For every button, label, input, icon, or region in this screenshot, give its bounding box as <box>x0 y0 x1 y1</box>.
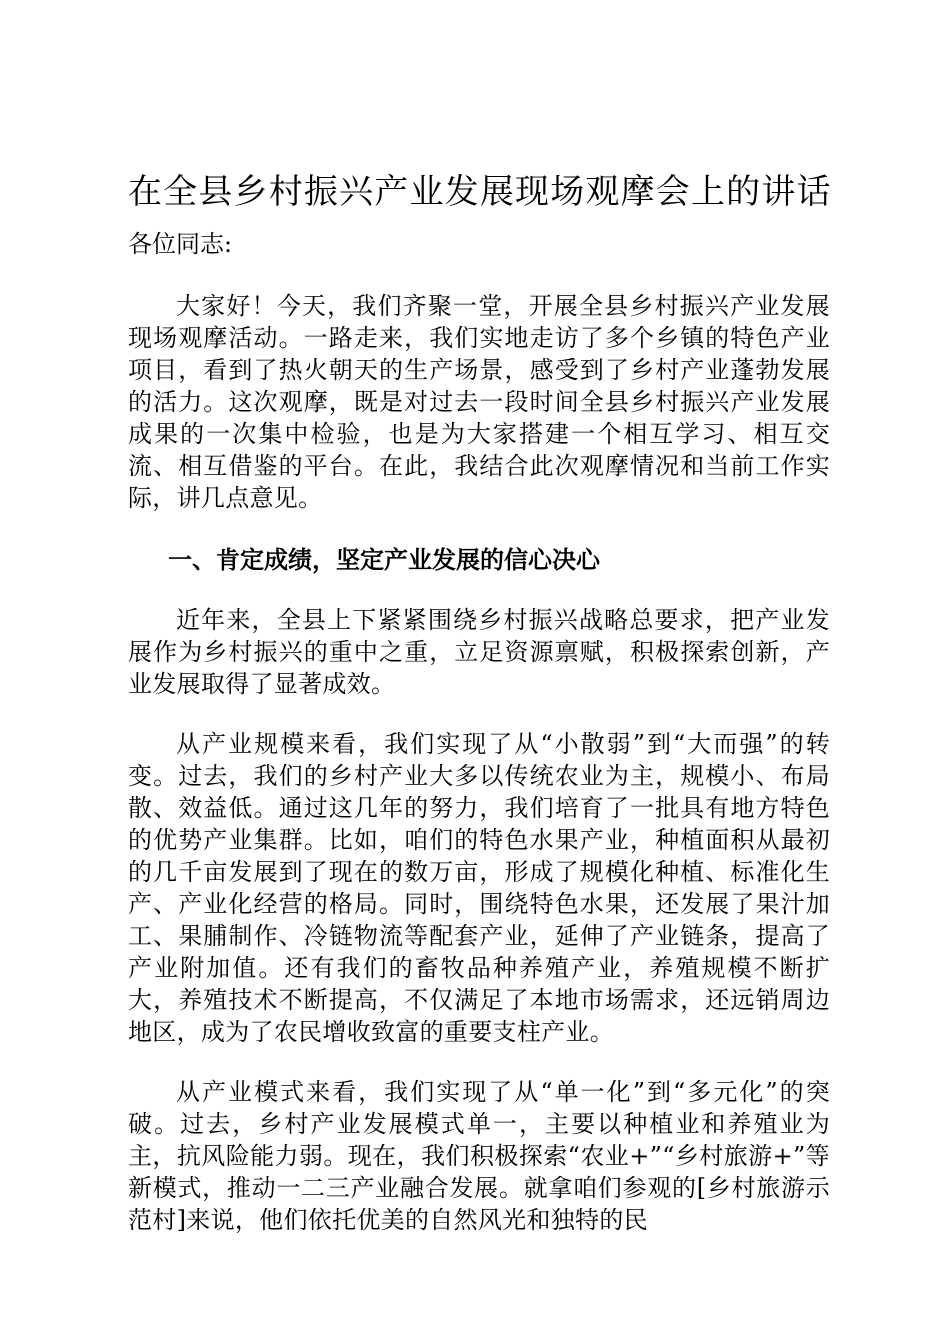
document-page <box>128 168 830 1236</box>
section1-paragraph-2: 从产业规模来看，我们实现了从“小散弱”到“大而强”的转变。过去，我们的乡村产业大多以传统农业为主，规模小、布局散、效益低。通过这几年的努力，我们培育了一批具有地方特色的优势产业集群。比如，咱们的特色水果产业，种植面积从最初的几千亩发展到了现在的数万亩，形成了规模化种植、标准化生产、产业化经营的格局。同时，围绕特色水果，还发展了果汁加工、果脯制作、冷链物流等配套产业，延伸了产业链条，提高了产业附加值。还有我们的畜牧品种养殖产业，养殖规模不断扩大，养殖技术不断提高，不仅满足了本地市场需求，还远销周边地区，成为了农民增收致富的重要支柱产业。 <box>128 730 830 1046</box>
section1-paragraph-1: 近年来，全县上下紧紧围绕乡村振兴战略总要求，把产业发展作为乡村振兴的重中之重，立足资源禀赋，积极探索创新，产业发展取得了显著成效。 <box>128 606 830 698</box>
salutation: 各位同志: <box>128 230 233 258</box>
section-heading-1: 一、肯定成绩，坚定产业发展的信心决心 <box>168 546 600 574</box>
section1-paragraph-3: 从产业模式来看，我们实现了从“单一化”到“多元化”的突破。过去，乡村产业发展模式单一，主要以种植业和养殖业为主，抗风险能力弱。现在，我们积极探索“农业+”“乡村旅游+”等新模式，推动一二三产业融合发展。就拿咱们参观的[乡村旅游示范村]来说，他们依托优美的自然风光和独特的民 <box>128 1078 830 1234</box>
document-title: 在全县乡村振兴产业发展现场观摩会上的讲话 <box>128 172 830 212</box>
intro-paragraph: 大家好！今天，我们齐聚一堂，开展全县乡村振兴产业发展现场观摩活动。一路走来，我们实地走访了多个乡镇的特色产业项目，看到了热火朝天的生产场景，感受到了乡村产业蓬勃发展的活力。这次观摩，既是对过去一段时间全县乡村振兴产业发展成果的一次集中检验，也是为大家搭建一个相互学习、相互交流、相互借鉴的平台。在此，我结合此次观摩情况和当前工作实际，讲几点意见。 <box>128 292 830 512</box>
